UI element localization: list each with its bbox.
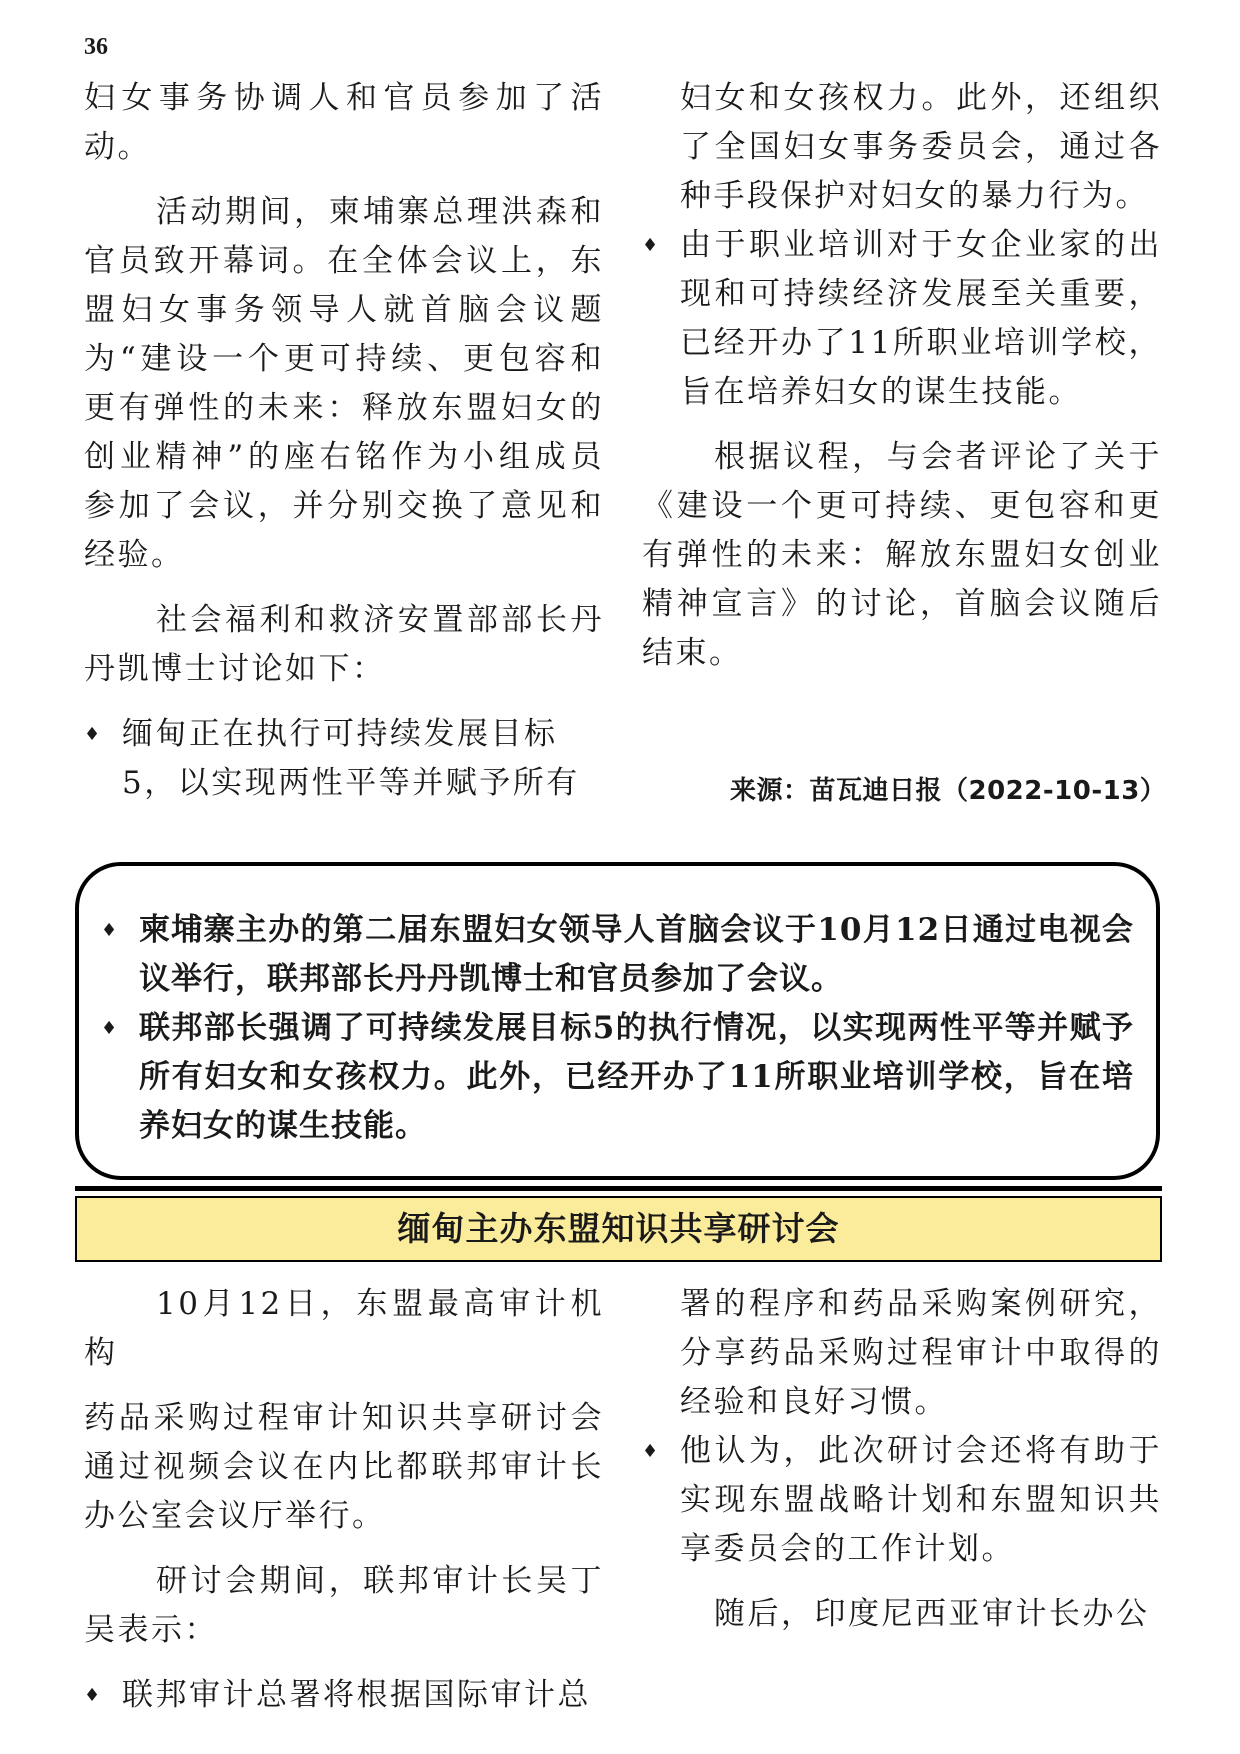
diamond-bullet-icon: ♦ <box>642 1441 661 1462</box>
article2-bullet-1-continuation: 署的程序和药品采购案例研究，分享药品采购过程审计中取得的经验和良好习惯。 <box>680 1286 1162 1420</box>
article1-paragraph-4: 根据议程，与会者评论了关于《建设一个更可持续、更包容和更有弹性的未来：解放东盟妇女创业精神宣言》的讨论，首脑会议随后结束。 <box>642 439 1162 671</box>
article2-paragraph-2: 研讨会期间，联邦审计长吴丁吴表示： <box>84 1563 604 1648</box>
article1-bullet-1-line-1: 缅甸正在执行可持续发展目标 <box>122 716 558 752</box>
diamond-bullet-icon: ♦ <box>84 1685 103 1706</box>
diamond-bullet-icon: ♦ <box>642 235 661 256</box>
article1-paragraph-1: 妇女事务协调人和官员参加了活动。 <box>84 80 604 165</box>
article1-bullet-1-continuation: 妇女和女孩权力。此外，还组织了全国妇女事务委员会，通过各种手段保护对妇女的暴力行为。 <box>680 80 1162 214</box>
article1-paragraph-2: 活动期间，柬埔寨总理洪森和官员致开幕词。在全体会议上，东盟妇女事务领导人就首脑会议题为“建设一个更可持续、更包容和更有弹性的未来：释放东盟妇女的创业精神”的座右铭作为小组成员参加了会议，并分别交换了意见和经验。 <box>84 194 604 573</box>
article1-bullet-2-text: 由于职业培训对于女企业家的出现和可持续经济发展至关重要，已经开办了11所职业培训学校，旨在培养妇女的谋生技能。 <box>680 227 1162 410</box>
summary-item-2 <box>97 1004 1134 1151</box>
article2-paragraph-1-rest: 药品采购过程审计知识共享研讨会通过视频会议在内比都联邦审计长办公室会议厅举行。 <box>84 1400 604 1534</box>
summary-box <box>75 862 1160 1180</box>
article2-paragraph-3: 随后，印度尼西亚审计长办公 <box>714 1596 1150 1632</box>
page-number: 36 <box>84 34 108 60</box>
article1-bullet-1 <box>84 710 604 808</box>
article2-paragraph-1-line-1: 10月12日，东盟最高审计机构 <box>84 1286 604 1371</box>
article2-bullet-1-text: 联邦审计总署将根据国际审计总 <box>122 1677 591 1713</box>
article1-right-column <box>642 74 1162 678</box>
diamond-bullet-icon: ♦ <box>84 724 103 745</box>
article1-source: 来源：苗瓦迪日报（2022-10-13） <box>730 776 1167 806</box>
diamond-bullet-icon: ♦ <box>101 1018 119 1039</box>
article1-paragraph-3: 社会福利和救济安置部部长丹丹凯博士讨论如下： <box>84 602 604 687</box>
article2-bullet-2-text: 他认为，此次研讨会还将有助于实现东盟战略计划和东盟知识共享委员会的工作计划。 <box>680 1433 1162 1567</box>
summary-item-1-text: 柬埔寨主办的第二届东盟妇女领导人首脑会议于10月12日通过电视会议举行，联邦部长丹丹凯博士和官员参加了会议。 <box>139 912 1134 997</box>
article1-bullet-1-line-2: 5，以实现两性平等并赋予所有 <box>122 765 580 801</box>
article2-title: 缅甸主办东盟知识共享研讨会 <box>75 1196 1162 1262</box>
article1-bullet-2 <box>642 221 1162 417</box>
article2-bullet-1 <box>84 1671 604 1720</box>
diamond-bullet-icon: ♦ <box>101 920 119 941</box>
article2-left-column <box>84 1280 604 1720</box>
summary-item-2-text: 联邦部长强调了可持续发展目标5的执行情况，以实现两性平等并赋予所有妇女和女孩权力。此外，已经开办了11所职业培训学校，旨在培养妇女的谋生技能。 <box>139 1010 1134 1144</box>
article2-right-column <box>642 1280 1162 1639</box>
article1-left-column <box>84 74 604 808</box>
article2-bullet-2 <box>642 1427 1162 1574</box>
summary-item-1 <box>97 906 1134 1004</box>
section-divider <box>75 1186 1162 1191</box>
